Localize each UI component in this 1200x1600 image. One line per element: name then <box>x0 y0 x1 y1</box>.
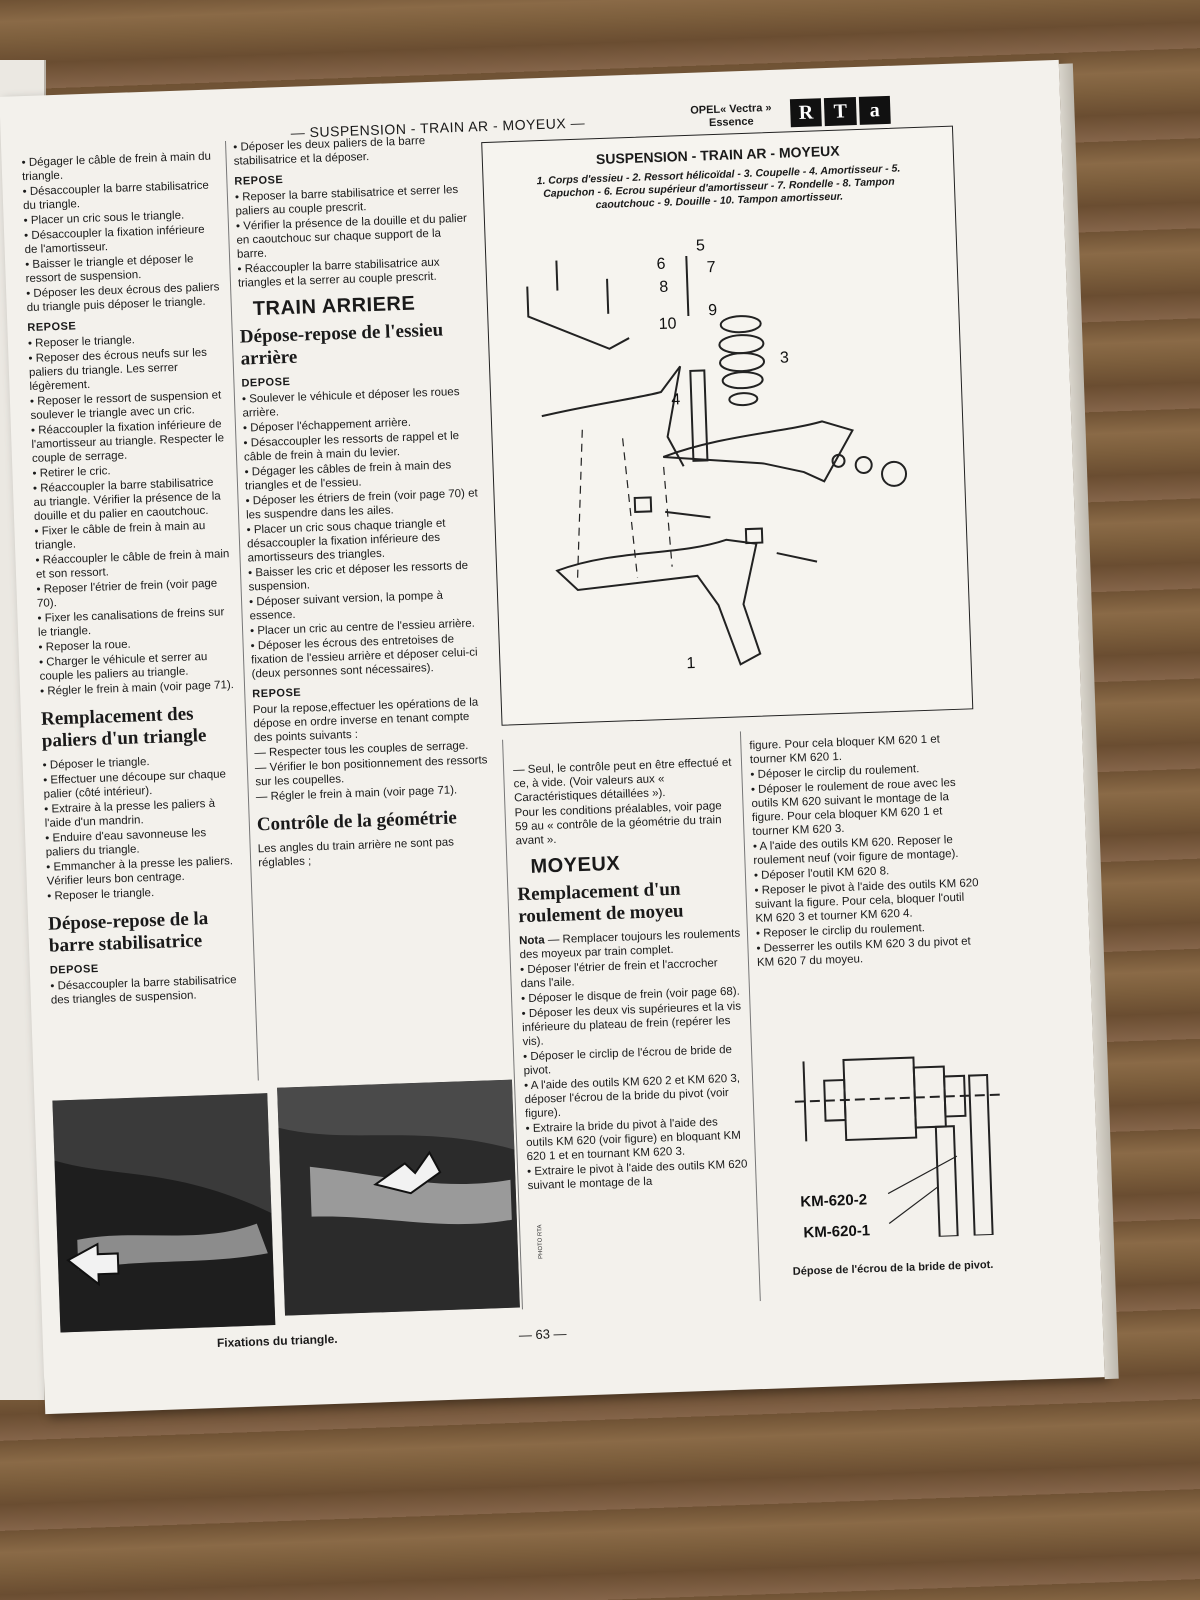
hub-figure-caption: Dépose de l'écrou de la bride de pivot. <box>792 1258 994 1278</box>
paragraph: Pour la repose,effectuer les opérations de la dépose en ordre inverse en tenant compte des points suivants : <box>252 696 479 745</box>
bullet-item: • Emmancher à la presse les paliers. Vérifier leurs bon centrage. <box>46 854 242 889</box>
part-label: 5 <box>695 237 706 255</box>
bullet-item: • Fixer les canalisations de freins sur le triangle. <box>37 605 233 640</box>
bullet-item: • Désaccoupler la barre stabilisatrice des triangles de suspension. <box>50 973 246 1008</box>
paragraph: figure. Pour cela bloquer KM 620 1 et tourner KM 620 1. <box>749 733 941 767</box>
bullet-item: • Placer un cric sous chaque triangle et désaccoupler la fixation inférieure des amortisseurs des triangles. <box>246 515 482 565</box>
bullet-item: • Déposer le circlip de l'écrou de bride de pivot. <box>523 1042 746 1078</box>
bullet-item: • Déposer l'échappement arrière. <box>243 413 478 435</box>
bullet-item: • Déposer l'outil KM 620 8. <box>754 861 982 883</box>
bullet-item: • Désaccoupler la barre stabilisatrice du triangle. <box>22 178 218 213</box>
section-title: MOYEUX <box>530 852 621 878</box>
bullet-item: • Extraire la bride du pivot à l'aide des outils KM 620 (voir figure) en bloquant KM 620 1 et en tournant KM 620 3. <box>525 1114 748 1164</box>
page-number: — 63 — <box>518 1325 567 1343</box>
section-label: DEPOSE <box>241 375 291 390</box>
logo-letter: R <box>790 98 822 127</box>
bullet-item: • Déposer le circlip du roulement. <box>750 760 978 782</box>
section-title: TRAIN ARRIERE <box>252 292 416 321</box>
bullet-item: • Effectuer une découpe sur chaque palier (côté intérieur). <box>43 767 239 802</box>
car-model: OPEL« Vectra » <box>690 101 772 117</box>
section-label: REPOSE <box>234 174 284 188</box>
bullet-item: • Baisser les cric et déposer les ressorts de suspension. <box>248 558 484 594</box>
section-label: REPOSE <box>252 686 302 701</box>
photo-triangle-right <box>277 1080 520 1316</box>
bullet-item: • Déposer les écrous des entretoises de fixation de l'essieu arrière et déposer celui-ci (deux personnes sont nécessaires). <box>250 631 486 681</box>
bullet-item: • Déposer les deux vis supérieures et la vis inférieure du plateau de frein (repérer les vis). <box>521 999 744 1049</box>
dash-item: — Vérifier le bon positionnement des ressorts sur les coupelles. <box>254 754 488 789</box>
rta-logo <box>790 96 891 127</box>
header-car-model <box>690 102 772 131</box>
bullet-item: • Réaccoupler la barre stabilisatrice au triangle. Vérifier la présence de la douille et du palier en caoutchouc. <box>33 475 229 524</box>
bullet-item: • Reposer des écrous neufs sur les paliers du triangle. Les serrer légèrement. <box>28 345 224 394</box>
bullet-item: • Placer un cric au centre de l'essieu arrière. <box>250 616 485 638</box>
bullet-item: • Extraire à la presse les paliers à l'aide d'un mandrin. <box>44 796 240 831</box>
bullet-item: • Desserrer les outils KM 620 3 du pivot et KM 620 7 du moyeu. <box>756 934 985 970</box>
bullet-item: • Reposer la barre stabilisatrice et serrer les paliers au couple prescrit. <box>235 183 471 219</box>
bullet-item: • Fixer le câble de frein à main au triangle. <box>34 518 230 553</box>
bullet-item: • Déposer le triangle. <box>42 752 237 773</box>
bullet-item: • A l'aide des outils KM 620. Reposer le roulement neuf (voir figure de montage). <box>753 832 982 868</box>
bullet-item: • Vérifier la présence de la douille et du palier en caoutchouc sur chaque support de la barre. <box>236 212 472 262</box>
logo-letter: a <box>859 96 891 125</box>
bullet-item: • Désaccoupler la fixation inférieure de l'amortisseur. <box>24 222 220 257</box>
manual-page <box>0 60 1105 1414</box>
bullet-item: • Soulever le véhicule et déposer les roues arrière. <box>242 384 478 420</box>
paragraph: Les angles du train arrière ne sont pas réglables ; <box>257 836 455 870</box>
bullet-item: • Déposer l'étrier de frein et l'accrocher dans l'aile. <box>520 956 743 992</box>
section-label: DEPOSE <box>49 962 99 977</box>
section-heading: Dépose-repose de l'essieu arrière <box>239 319 444 370</box>
bullet-item: • A l'aide des outils KM 620 2 et KM 620 3, déposer l'écrou de la bride du pivot (voir figure). <box>524 1071 747 1121</box>
part-label: 9 <box>707 301 718 320</box>
exploded-diagram <box>481 126 973 726</box>
section-heading: Remplacement d'un roulement de moyeu <box>517 878 684 928</box>
section-label: REPOSE <box>27 320 77 335</box>
part-label: 3 <box>779 349 790 367</box>
nota-text: — Remplacer toujours les roulements des moyeux par train complet. <box>519 927 741 962</box>
dash-item: — Régler le frein à main (voir page 71). <box>255 784 458 804</box>
bullet-item: • Reposer le triangle. <box>47 883 242 904</box>
paragraph: Pour les conditions préalables, voir page 59 au « contrôle de la géométrie du train avant ». <box>514 800 722 848</box>
part-label: 4 <box>671 391 681 409</box>
bullet-item: • Retirer le cric. <box>32 460 227 481</box>
bullet-item: • Déposer les deux écrous des paliers du triangle puis déposer le triangle. <box>26 280 222 315</box>
part-label: 6 <box>656 255 666 274</box>
section-heading: Remplacement des paliers d'un triangle <box>40 703 207 752</box>
bullet-item: • Reposer le circlip du roulement. <box>756 919 984 941</box>
bullet-item: • Extraire le pivot à l'aide des outils KM 620 suivant le montage de la <box>527 1157 750 1193</box>
bullet-item: • Déposer les étriers de frein (voir page 70) et les suspendre dans les ailes. <box>245 486 481 522</box>
hub-tool-drawing <box>783 1034 1020 1242</box>
bullet-item: • Réaccoupler la barre stabilisatrice aux triangles et la serrer au couple prescrit. <box>237 254 473 290</box>
photo-credit: PHOTO RTA <box>537 1224 545 1259</box>
bullet-item: • Dégager le câble de frein à main du triangle. <box>21 149 217 184</box>
nota-label: Nota <box>518 934 545 948</box>
bullet-item: • Baisser le triangle et déposer le ressort de suspension. <box>25 251 221 286</box>
column-1 <box>21 149 246 1008</box>
bullet-item: • Déposer le disque de frein (voir page 68). <box>521 984 743 1006</box>
bullet-item: • Déposer les deux paliers de la barre stabilisatrice et la déposer. <box>233 133 469 169</box>
column-3 <box>513 756 750 1194</box>
part-label: 7 <box>706 259 716 277</box>
section-heading: Contrôle de la géométrie <box>256 807 458 836</box>
column-4 <box>749 731 985 971</box>
part-label: 8 <box>659 278 669 296</box>
tool-label: KM-620-1 <box>803 1222 871 1242</box>
paragraph: — Seul, le contrôle peut en être effectué et ce, à vide. (Voir valeurs aux « Caractéristiques détaillées »). <box>512 756 732 805</box>
part-label: 10 <box>658 315 677 334</box>
dash-item: — Respecter tous les couples de serrage. <box>254 739 469 760</box>
photo-triangle-left <box>52 1093 275 1332</box>
bullet-item: • Dégager les câbles de frein à main des triangles et de l'essieu. <box>244 457 480 493</box>
bullet-item: • Charger le véhicule et serrer au couple les paliers au triangle. <box>39 649 235 684</box>
bullet-item: • Reposer le ressort de suspension et soulever le triangle avec un cric. <box>30 388 226 423</box>
figure-title: SUSPENSION - TRAIN AR - MOYEUX <box>595 142 840 168</box>
figure-caption: 1. Corps d'essieu - 2. Ressort hélicoïdal - 3. Coupelle - 4. Amortisseur - 5. Capuchon - 6. Ecrou supérieur d'amortisseur - 7. Rondelle - 8. Tampon caoutchouc - 9. Douille - 10. Tampon amortisseur. <box>536 162 901 212</box>
bullet-item: • Enduire d'eau savonneuse les paliers du triangle. <box>45 825 241 860</box>
bullet-item: • Placer un cric sous le triangle. <box>23 207 218 228</box>
bullet-item: • Déposer suivant version, la pompe à essence. <box>249 587 485 623</box>
bullet-item: • Reposer le triangle. <box>28 330 223 351</box>
part-label: 1 <box>686 654 696 673</box>
header-title: — SUSPENSION - TRAIN AR - MOYEUX — <box>290 114 586 141</box>
bullet-item: • Régler le frein à main (voir page 71). <box>40 678 235 699</box>
bullet-item: • Reposer la roue. <box>38 634 233 655</box>
car-engine: Essence <box>708 115 754 130</box>
bullet-item: • Réaccoupler la fixation inférieure de l'amortisseur au triangle. Respecter le couple de serrage. <box>31 417 227 466</box>
logo-letter: T <box>824 97 856 126</box>
suspension-drawing <box>482 127 972 725</box>
section-heading: Dépose-repose de la barre stabilisatrice <box>47 908 209 957</box>
bullet-item: • Reposer l'étrier de frein (voir page 70). <box>36 576 232 611</box>
column-2 <box>233 133 493 872</box>
photo-caption: Fixations du triangle. <box>216 1331 338 1351</box>
bullet-item: • Désaccoupler les ressorts de rappel et le câble de frein à main du levier. <box>243 428 479 464</box>
bullet-item: • Réaccoupler le câble de frein à main et son ressort. <box>35 547 231 582</box>
tool-label: KM-620-2 <box>800 1191 868 1211</box>
bullet-item: • Reposer le pivot à l'aide des outils KM 620 suivant la figure. Pour cela, bloquer l'outil KM 620 3 et tourner KM 620 4. <box>754 876 983 926</box>
bullet-item: • Déposer le roulement de roue avec les outils KM 620 suivant le montage de la figure. Pour cela bloquer KM 620 1 et tourner KM 620 3. <box>751 775 981 839</box>
